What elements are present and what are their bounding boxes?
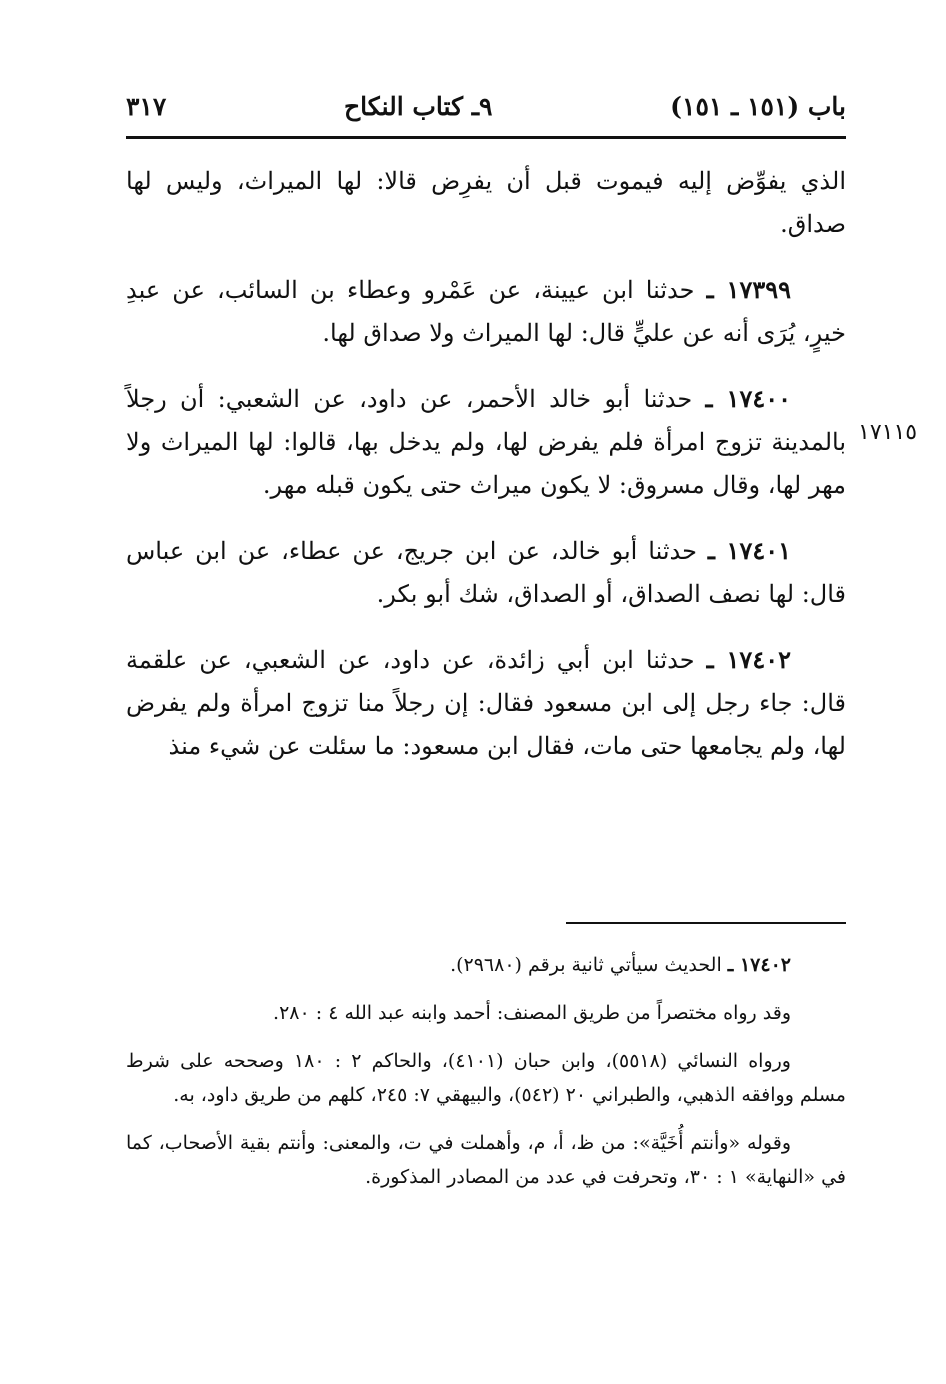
hadith-text: حدثنا أبو خالد، عن ابن جريج، عن عطاء، عن ابن عباس قال: لها نصف الصداق، أو الصداق، شك أبو بكر. bbox=[126, 537, 846, 608]
footnote-separator bbox=[566, 922, 846, 924]
footnote-text: وقد رواه مختصراً من طريق المصنف: أحمد وابنه عبد الله ٤ : ٢٨٠. bbox=[273, 1002, 791, 1024]
footnote bbox=[126, 1044, 846, 1112]
paragraph-continuation bbox=[126, 160, 846, 246]
footnote bbox=[126, 1126, 846, 1194]
hadith-number: ١٧٣٩٩ ـ bbox=[706, 275, 791, 304]
footnotes bbox=[126, 948, 846, 1208]
footnote-number: ١٧٤٠٢ ـ bbox=[727, 954, 791, 976]
footnote bbox=[126, 996, 846, 1030]
hadith-text: حدثنا ابن عيينة، عن عَمْرو وعطاء بن السائب، عن عبدِ خيرٍ، يُرَى أنه عن عليٍّ قال: لها الميراث ولا صداق لها. bbox=[126, 276, 846, 347]
hadith-number: ١٧٤٠٢ ـ bbox=[706, 645, 791, 674]
footnote-text: الحديث سيأتي ثانية برقم (٢٩٦٨٠). bbox=[450, 954, 722, 976]
hadith-paragraph bbox=[126, 377, 846, 507]
page-number: ٣١٧ bbox=[126, 91, 167, 121]
main-text bbox=[126, 160, 846, 768]
chapter-heading: باب (١٥١ ـ ١٥١) bbox=[670, 91, 846, 121]
header-rule bbox=[126, 136, 846, 139]
hadith-paragraph bbox=[126, 529, 846, 616]
paragraph-text: الذي يفوِّض إليه فيموت قبل أن يفرِض قالا: لها الميراث، وليس لها صداق. bbox=[126, 167, 846, 238]
hadith-paragraph bbox=[126, 638, 846, 768]
book-title: ٩ـ كتاب النكاح bbox=[344, 91, 493, 121]
footnote bbox=[126, 948, 846, 982]
hadith-number: ١٧٤٠١ ـ bbox=[707, 536, 791, 565]
footnote-text: ورواه النسائي (٥٥١٨)، وابن حبان (٤١٠١)، والحاكم ٢ : ١٨٠ وصححه على شرط مسلم ووافقه الذهبي، والطبراني ٢٠ (٥٤٢)، والبيهقي ٧: ٢٤٥، كلهم من طريق داود، به. bbox=[126, 1050, 846, 1106]
hadith-paragraph bbox=[126, 268, 846, 355]
margin-hadith-number: ١٧١١٥ bbox=[858, 420, 918, 445]
hadith-text: حدثنا ابن أبي زائدة، عن داود، عن الشعبي، عن علقمة قال: جاء رجل إلى ابن مسعود فقال: إن رجلاً منا تزوج امرأة ولم يفرض لها، ولم يجامعها حتى مات، فقال ابن مسعود: ما سئلت عن شيء منذ bbox=[126, 646, 846, 760]
hadith-text: حدثنا أبو خالد الأحمر، عن داود، عن الشعبي: أن رجلاً بالمدينة تزوج امرأة فلم يفرض لها، ولم يدخل بها، قالوا: لها الميراث ولا مهر لها، وقال مسروق: لا يكون ميراث حتى يكون قبله مهر. bbox=[126, 385, 846, 499]
footnote-text: وقوله «وأنتم أُخَيَّة»: من ظ، أ، م، وأهملت في ت، والمعنى: وأنتم بقية الأصحاب، كما في «النهاية» ١ : ٣٠، وتحرفت في عدد من المصادر المذكورة. bbox=[126, 1132, 846, 1188]
hadith-number: ١٧٤٠٠ ـ bbox=[705, 384, 791, 413]
page-header bbox=[126, 80, 846, 132]
